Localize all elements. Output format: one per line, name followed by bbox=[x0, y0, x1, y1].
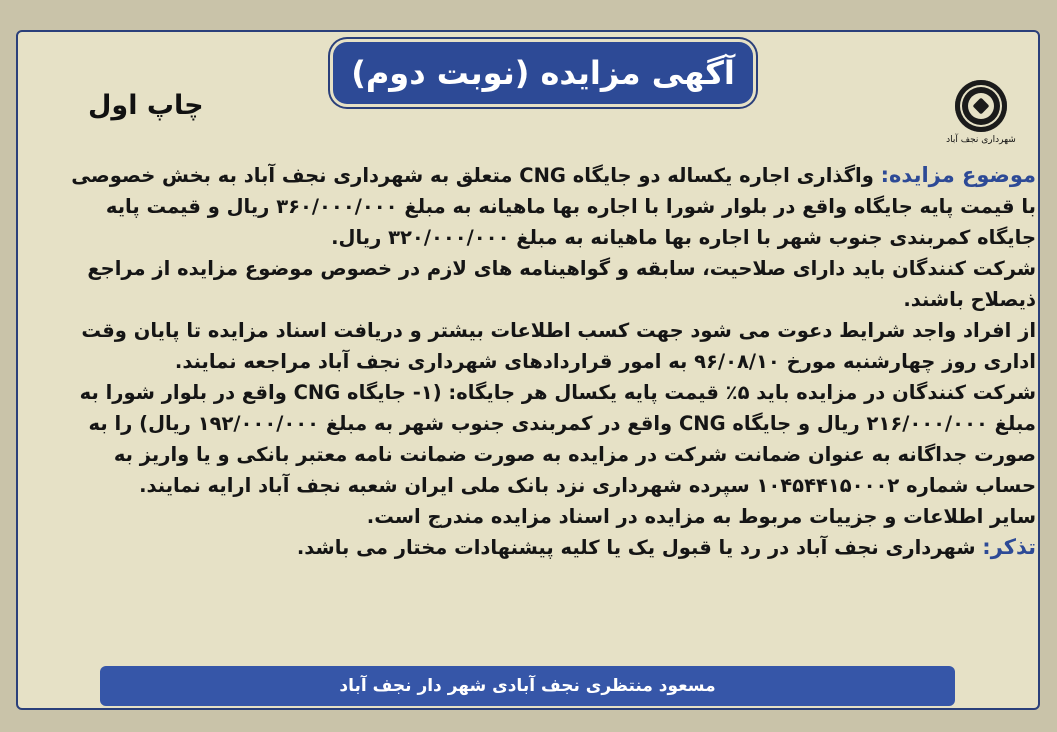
municipality-seal-icon bbox=[955, 80, 1007, 132]
note-paragraph bbox=[56, 532, 1036, 563]
announcement-body bbox=[56, 160, 1036, 563]
note-lead: تذکر: bbox=[982, 535, 1036, 559]
qualification-paragraph: شرکت کنندگان باید دارای صلاحیت، سابقه و گواهینامه های لازم در خصوص موضوع مزایده از مراجع ذیصلاح باشند. bbox=[87, 257, 1036, 311]
announcement-paper bbox=[16, 30, 1040, 710]
edition-label: چاپ اول bbox=[88, 90, 204, 121]
subject-text: واگذاری اجاره یکساله دو جایگاه CNG متعلق به شهرداری نجف آباد به بخش خصوصی با قیمت پایه جایگاه واقع در بلوار شورا با اجاره بها ماهیانه به مبلغ ۳۶۰/۰۰۰/۰۰۰ ریال و قیمت پایه جایگاه کمربندی جنوب شهر با اجاره بها ماهیانه به مبلغ ۳۲۰/۰۰۰/۰۰۰ ریال. bbox=[71, 164, 1036, 249]
announcement-title: آگهی مزایده (نوبت دوم) bbox=[351, 54, 735, 92]
municipality-logo bbox=[936, 80, 1026, 160]
signature-bar bbox=[100, 666, 955, 706]
logo-caption: شهرداری نجف آباد bbox=[946, 135, 1016, 145]
note-text: شهرداری نجف آباد در رد یا قبول یک یا کلیه پیشنهادات مختار می باشد. bbox=[296, 536, 976, 559]
subject-lead: موضوع مزایده: bbox=[880, 163, 1036, 187]
details-paragraph: سایر اطلاعات و جزییات مربوط به مزایده در اسناد مزایده مندرج است. bbox=[366, 505, 1036, 528]
deposit-paragraph: شرکت کنندگان در مزایده باید ۵٪ قیمت پایه یکسال هر جایگاه: (۱- جایگاه CNG واقع در بلوار شورا به مبلغ ۲۱۶/۰۰۰/۰۰۰ ریال و جایگاه CNG واقع در کمربندی جنوب شهر به مبلغ ۱۹۲/۰۰۰/۰۰۰ ریال) را به صورت جداگانه به عنوان ضمانت شرکت در مزایده به صورت ضمانت نامه معتبر بانکی و یا واریز به حساب شماره ۱۰۴۵۴۴۱۵۰۰۰۲ سپرده شهرداری نزد بانک ملی ایران شعبه نجف آباد ارایه نمایند. bbox=[79, 381, 1036, 497]
signature-text: مسعود منتظری نجف آبادی شهر دار نجف آباد bbox=[339, 676, 716, 696]
invitation-paragraph: از افراد واجد شرایط دعوت می شود جهت کسب اطلاعات بیشتر و دریافت اسناد مزایده تا پایان وقت اداری روز چهارشنبه مورخ ۹۶/۰۸/۱۰ به امور قراردادهای شهرداری نجف آباد مراجعه نمایند. bbox=[81, 319, 1036, 373]
subject-paragraph bbox=[56, 160, 1036, 253]
title-banner bbox=[333, 42, 753, 104]
